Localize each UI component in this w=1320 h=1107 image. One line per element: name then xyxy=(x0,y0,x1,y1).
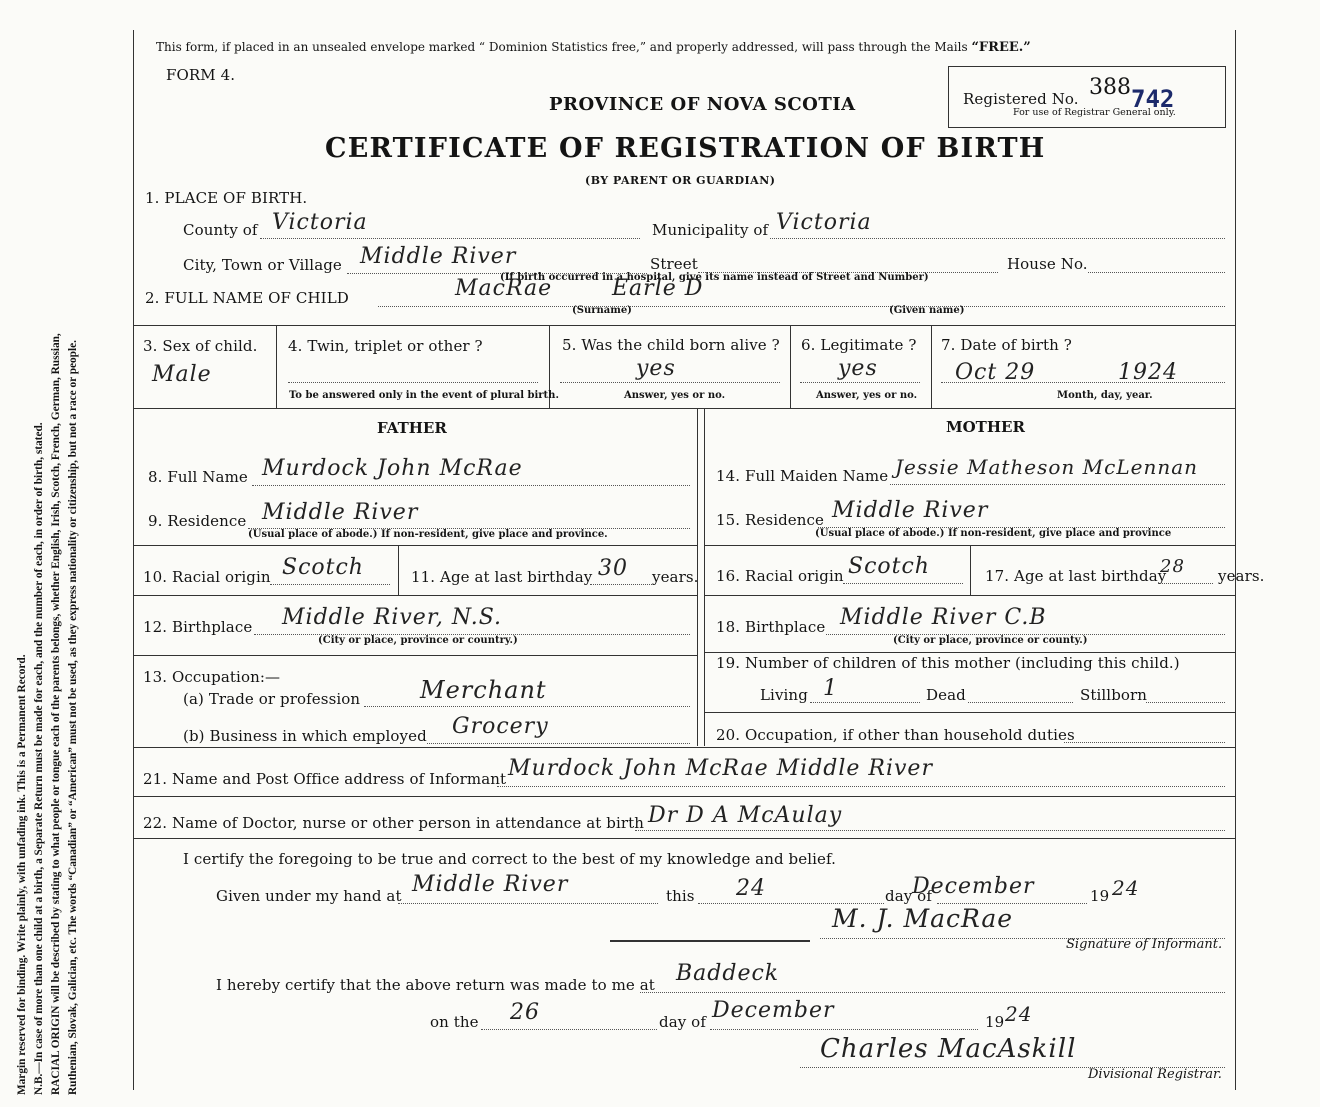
county-label: County of xyxy=(183,221,258,239)
father-name-label: 8. Full Name xyxy=(148,468,248,486)
father-residence-note: (Usual place of abode.) If non-resident, give place and province. xyxy=(248,529,608,540)
sex-label: 3. Sex of child. xyxy=(143,337,258,355)
twin-label: 4. Twin, triplet or other ? xyxy=(288,337,483,355)
margin-line-4: Ruthenian, Slovak, Galician, etc. The words “Canadian” or “American” must not be used, as they express nationality or citizenship, but not a race or people. xyxy=(67,340,79,1095)
given-year-suffix: 24 xyxy=(1112,876,1140,900)
informant-value: Murdock John McRae Middle River xyxy=(508,756,933,781)
given-day: 24 xyxy=(736,876,766,901)
registration-label: Registered No. xyxy=(963,90,1079,108)
father-residence-value: Middle River xyxy=(262,500,419,525)
street-label: Street xyxy=(650,255,698,273)
registrar-month: December xyxy=(712,998,835,1023)
father-age-label: 11. Age at last birthday xyxy=(411,568,593,586)
father-age-suffix: years. xyxy=(652,568,699,586)
mother-name-label: 14. Full Maiden Name xyxy=(716,467,889,485)
mother-residence-value: Middle River xyxy=(832,498,989,523)
house-label: House No. xyxy=(1007,255,1088,273)
alive-label: 5. Was the child born alive ? xyxy=(562,336,780,354)
given-caption: (Given name) xyxy=(889,305,965,316)
certify-statement: I certify the foregoing to be true and correct to the best of my knowledge and belief. xyxy=(183,850,836,868)
certificate-subtitle: (BY PARENT OR GUARDIAN) xyxy=(585,174,776,187)
father-occupation-label: 13. Occupation:— xyxy=(143,668,281,686)
father-residence-label: 9. Residence xyxy=(148,512,247,530)
left-border xyxy=(133,30,134,1090)
child-surname: MacRae xyxy=(455,276,553,301)
registration-number-a: 388 xyxy=(1089,75,1131,100)
legitimate-value: yes xyxy=(838,356,878,381)
living-label: Living xyxy=(760,686,808,704)
child-given-name: Earle D xyxy=(612,276,704,301)
father-heading: FATHER xyxy=(377,419,447,437)
registrar-place: Baddeck xyxy=(676,961,780,986)
doctor-value: Dr D A McAulay xyxy=(648,803,843,828)
sex-value: Male xyxy=(152,362,212,387)
mother-age-label: 17. Age at last birthday xyxy=(985,567,1167,585)
margin-instructions xyxy=(14,0,82,1095)
city-label: City, Town or Village xyxy=(183,256,342,274)
mother-age-value: 28 xyxy=(1160,556,1185,577)
registration-note: For use of Registrar General only. xyxy=(1013,107,1176,118)
margin-line-1: Margin reserved for binding. Write plainly, with unfading ink. This is a Permanent Record. xyxy=(16,654,28,1095)
mail-notice-text: This form, if placed in an unsealed envelope marked “ Dominion Statistics free,” and properly addressed, will pass through the Mails xyxy=(156,40,972,54)
alive-value: yes xyxy=(636,356,676,381)
place-heading: 1. PLACE OF BIRTH. xyxy=(145,189,308,207)
father-trade-label: (a) Trade or profession xyxy=(183,690,361,708)
father-race-value: Scotch xyxy=(282,555,364,580)
registrar-caption: Divisional Registrar. xyxy=(1088,1067,1222,1082)
informant-signature-caption: Signature of Informant. xyxy=(1066,937,1223,952)
registrar-year-prefix: 19 xyxy=(985,1013,1005,1031)
given-place: Middle River xyxy=(412,872,569,897)
registrar-dayof-label: day of xyxy=(659,1013,706,1031)
mother-birthplace-label: 18. Birthplace xyxy=(716,618,826,636)
doctor-label: 22. Name of Doctor, nurse or other person in attendance at birth xyxy=(143,814,645,832)
mother-birthplace-value: Middle River C.B xyxy=(840,605,1047,630)
mail-notice xyxy=(156,40,1031,55)
mother-name-value: Jessie Matheson McLennan xyxy=(895,455,1199,479)
informant-label: 21. Name and Post Office address of Informant xyxy=(143,770,507,788)
twin-note: To be answered only in the event of plural birth. xyxy=(289,390,559,401)
mother-race-label: 16. Racial origin xyxy=(716,567,844,585)
dob-note: Month, day, year. xyxy=(1057,390,1153,401)
right-border xyxy=(1235,30,1236,1090)
mother-occupation-label: 20. Occupation, if other than household duties xyxy=(716,726,1075,744)
registration-box xyxy=(948,66,1226,128)
mother-race-value: Scotch xyxy=(848,554,930,579)
given-year-prefix: 19 xyxy=(1090,887,1110,905)
mail-notice-free: “FREE.” xyxy=(971,40,1031,55)
father-business-value: Grocery xyxy=(452,714,549,739)
dob-year: 1924 xyxy=(1118,360,1178,385)
mother-residence-note: (Usual place of abode.) If non-resident, give place and province xyxy=(815,528,1172,539)
hospital-note: (If birth occurred in a hospital, give its name instead of Street and Number) xyxy=(500,272,929,283)
registration-number-b: 742 xyxy=(1131,85,1175,113)
legitimate-label: 6. Legitimate ? xyxy=(801,336,917,354)
child-name-label: 2. FULL NAME OF CHILD xyxy=(145,289,349,307)
dob-label: 7. Date of birth ? xyxy=(941,336,1072,354)
living-value: 1 xyxy=(823,676,838,701)
legitimate-note: Answer, yes or no. xyxy=(816,390,918,401)
stillborn-label: Stillborn xyxy=(1080,686,1148,704)
margin-line-3: RACIAL ORIGIN will be described by stating to what people or tongue each of the parents belongs, whether English, Irish, Scotch, French, German, Russian, xyxy=(50,333,62,1095)
father-business-label: (b) Business in which employed xyxy=(183,727,427,745)
father-birthplace-note: (City or place, province or country.) xyxy=(318,635,518,646)
mother-birthplace-note: (City or place, province or county.) xyxy=(893,635,1088,646)
certificate-title: CERTIFICATE OF REGISTRATION OF BIRTH xyxy=(325,133,1046,164)
mother-age-suffix: years. xyxy=(1218,567,1265,585)
registrar-day: 26 xyxy=(510,1000,540,1025)
city-value: Middle River xyxy=(360,244,517,269)
margin-line-2: N.B.—In case of more than one child at a birth, a Separate Return must be made for each, and the number of each, in order of birth, stated. xyxy=(33,422,45,1095)
alive-note: Answer, yes or no. xyxy=(624,390,726,401)
father-race-label: 10. Racial origin xyxy=(143,568,271,586)
father-name-value: Murdock John McRae xyxy=(262,456,523,481)
surname-caption: (Surname) xyxy=(572,305,632,316)
given-month: December xyxy=(912,874,1035,899)
dead-label: Dead xyxy=(926,686,966,704)
mother-children-label: 19. Number of children of this mother (including this child.) xyxy=(716,654,1180,672)
form-number: FORM 4. xyxy=(166,66,236,84)
registrar-year-suffix: 24 xyxy=(1005,1002,1033,1026)
father-birthplace-label: 12. Birthplace xyxy=(143,618,253,636)
mother-heading: MOTHER xyxy=(946,418,1025,436)
registrar-statement: I hereby certify that the above return was made to me at xyxy=(216,976,655,994)
registrar-signature: Charles MacAskill xyxy=(820,1034,1077,1064)
father-age-value: 30 xyxy=(598,556,628,581)
given-label: Given under my hand at xyxy=(216,887,402,905)
father-birthplace-value: Middle River, N.S. xyxy=(282,605,503,630)
informant-signature: M. J. MacRae xyxy=(832,904,1014,933)
father-trade-value: Merchant xyxy=(420,676,547,704)
municipality-label: Municipality of xyxy=(652,221,769,239)
county-value: Victoria xyxy=(272,210,368,235)
province-heading: PROVINCE OF NOVA SCOTIA xyxy=(549,94,856,115)
municipality-value: Victoria xyxy=(776,210,872,235)
dayof-label: day of xyxy=(885,887,932,905)
on-label: on the xyxy=(430,1013,479,1031)
dob-value: Oct 29 xyxy=(955,360,1036,385)
this-label: this xyxy=(666,887,695,905)
mother-residence-label: 15. Residence xyxy=(716,511,825,529)
